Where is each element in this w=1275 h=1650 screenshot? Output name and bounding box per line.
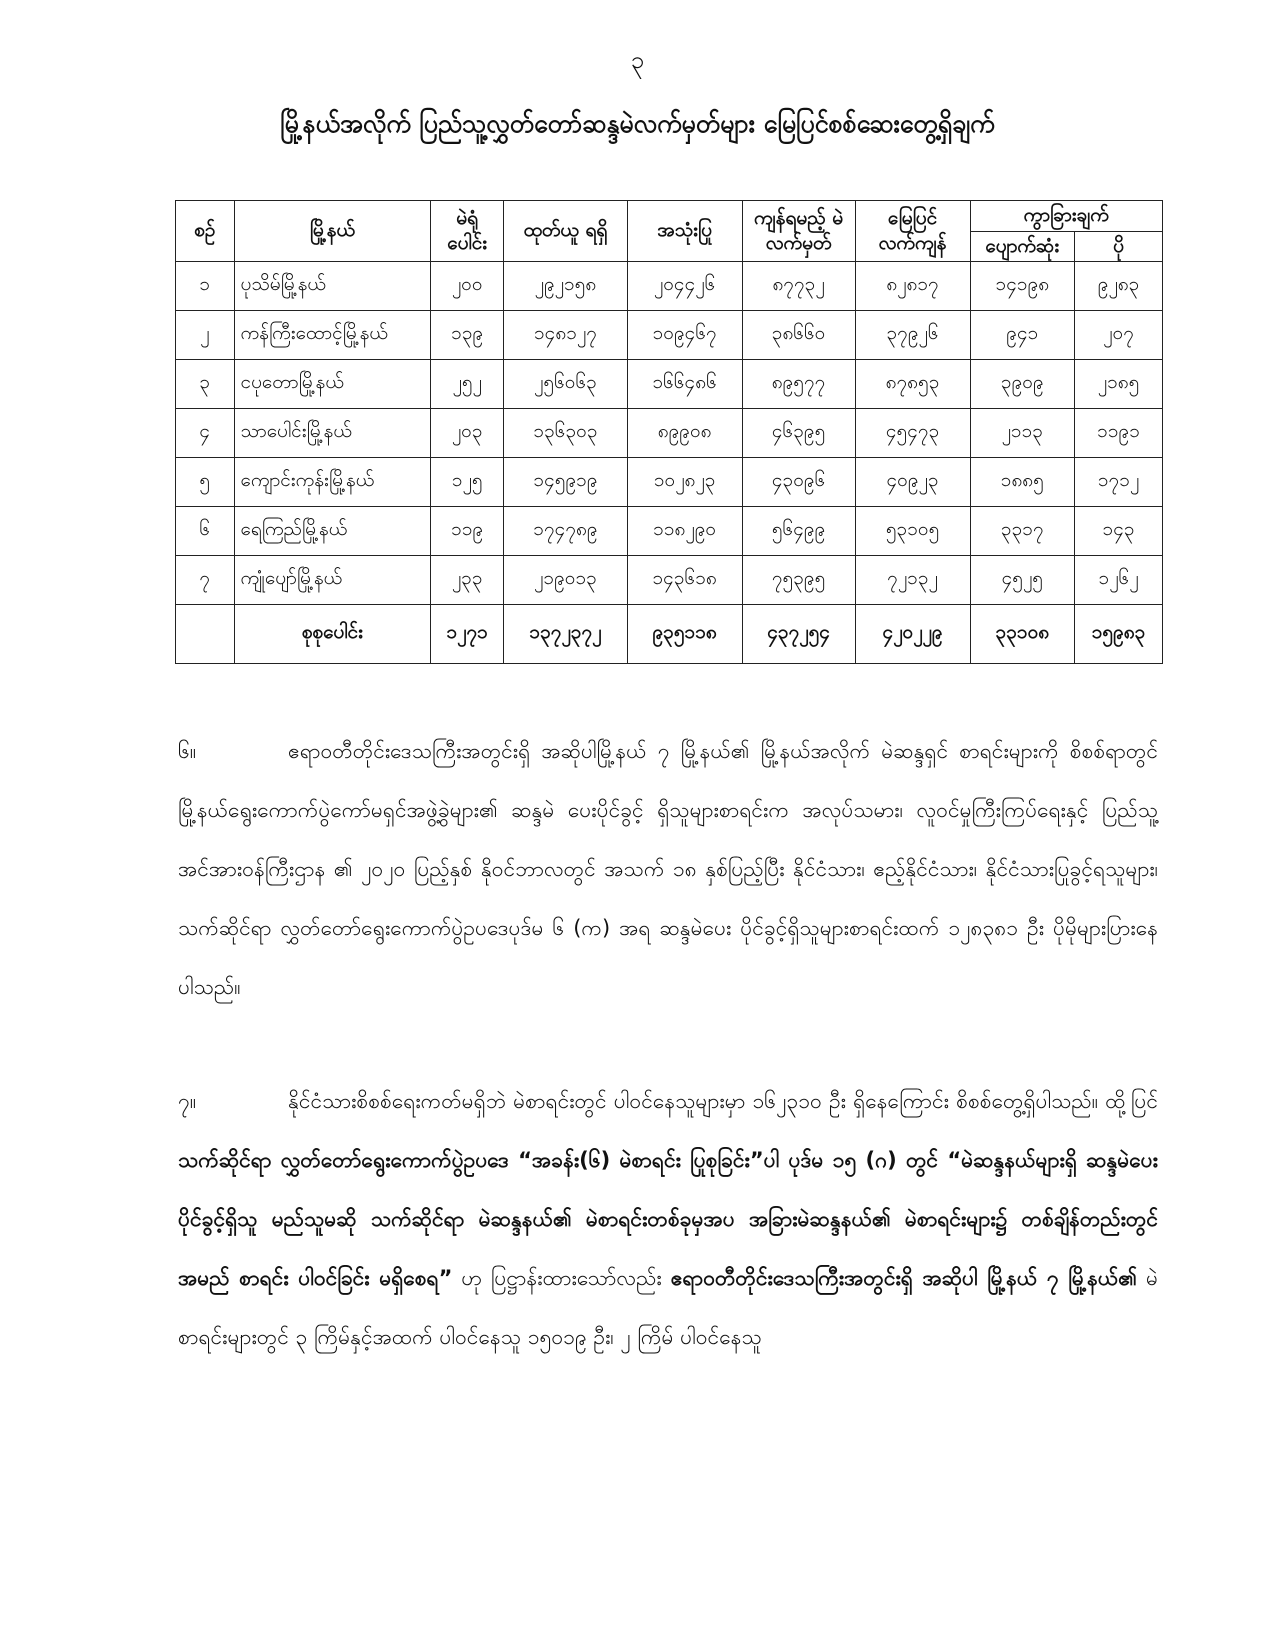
paragraph-text: ဟု ပြဋ္ဌာန်းထားသော်လည်း xyxy=(452,1266,671,1290)
total-missing: ၃၃၁၀၈ xyxy=(970,605,1075,664)
header-difference: ကွာခြားချက် xyxy=(970,201,1162,232)
table-row xyxy=(176,409,1163,458)
cell-received: ၁၄၅၉၁၉ xyxy=(504,458,627,507)
cell-excess: ၂၁၈၅ xyxy=(1075,360,1163,409)
cell-missing: ၄၅၂၅ xyxy=(970,556,1075,605)
cell-used: ၁၁၈၂၉၀ xyxy=(627,507,742,556)
cell-stations: ၂၃၃ xyxy=(431,556,504,605)
cell-no: ၄ xyxy=(176,409,235,458)
table-row xyxy=(176,360,1163,409)
cell-remaining: ၇၅၃၉၅ xyxy=(742,556,855,605)
cell-township: သာပေါင်းမြို့နယ် xyxy=(234,409,431,458)
cell-township: ပုသိမ်မြို့နယ် xyxy=(234,262,431,311)
paragraph-number: ၇။ xyxy=(178,1089,197,1113)
cell-stations: ၂၀၃ xyxy=(431,409,504,458)
cell-excess: ၁၄၃ xyxy=(1075,507,1163,556)
paragraph-bold-text: ဧရာဝတီတိုင်းဒေသကြီးအတွင်းရှိ အဆိုပါ မြို့နယ် ၇ မြို့နယ်၏ xyxy=(670,1266,1138,1290)
cell-no: ၂ xyxy=(176,311,235,360)
cell-excess: ၂၀၇ xyxy=(1075,311,1163,360)
cell-received: ၂၉၂၁၅၈ xyxy=(504,262,627,311)
cell-ground: ၅၃၁၀၅ xyxy=(855,507,970,556)
cell-missing: ၃၃၁၇ xyxy=(970,507,1075,556)
document-title: မြို့နယ်အလိုက် ပြည်သူ့လွှတ်တော်ဆန္ဒမဲလက်မှတ်များ မြေပြင်စစ်ဆေးတွေ့ရှိချက် xyxy=(280,109,995,138)
ballot-inspection-table xyxy=(175,200,1163,664)
cell-missing: ၂၁၁၃ xyxy=(970,409,1075,458)
cell-used: ၁၆၆၄၈၆ xyxy=(627,360,742,409)
paragraph-7 xyxy=(178,1072,1158,1367)
cell-excess: ၁၁၉၁ xyxy=(1075,409,1163,458)
cell-ground: ၄၅၄၇၃ xyxy=(855,409,970,458)
cell-no xyxy=(176,605,235,664)
cell-township: ရေကြည်မြို့နယ် xyxy=(234,507,431,556)
cell-received: ၁၇၄၇၈၉ xyxy=(504,507,627,556)
table-row xyxy=(176,507,1163,556)
cell-received: ၁၄၈၁၂၇ xyxy=(504,311,627,360)
cell-remaining: ၈၇၇၃၂ xyxy=(742,262,855,311)
header-excess: ပို xyxy=(1075,231,1163,262)
cell-excess: ၉၂၈၃ xyxy=(1075,262,1163,311)
cell-no: ၅ xyxy=(176,458,235,507)
cell-no: ၁ xyxy=(176,262,235,311)
table-row xyxy=(176,556,1163,605)
cell-ground: ၄၀၉၂၃ xyxy=(855,458,970,507)
header-ground: မြေပြင် လက်ကျန် xyxy=(855,201,970,262)
table-row xyxy=(176,262,1163,311)
header-used: အသုံးပြု xyxy=(627,201,742,262)
cell-received: ၂၅၆၀၆၃ xyxy=(504,360,627,409)
total-label: စုစုပေါင်း xyxy=(234,605,431,664)
cell-remaining: ၈၉၅၇၇ xyxy=(742,360,855,409)
cell-used: ၁၀၉၄၆၇ xyxy=(627,311,742,360)
cell-missing: ၃၉၀၉ xyxy=(970,360,1075,409)
cell-township: ကန်ကြီးထောင့်မြို့နယ် xyxy=(234,311,431,360)
cell-excess: ၁၂၆၂ xyxy=(1075,556,1163,605)
cell-missing: ၁၈၈၅ xyxy=(970,458,1075,507)
cell-ground: ၈၂၈၁၇ xyxy=(855,262,970,311)
header-stations: မဲရုံ ပေါင်း xyxy=(431,201,504,262)
header-missing: ပျောက်ဆုံး xyxy=(970,231,1075,262)
cell-used: ၁၄၃၆၁၈ xyxy=(627,556,742,605)
cell-remaining: ၄၆၃၉၅ xyxy=(742,409,855,458)
cell-missing: ၁၄၁၉၈ xyxy=(970,262,1075,311)
cell-remaining: ၄၃၀၉၆ xyxy=(742,458,855,507)
cell-ground: ၇၂၁၃၂ xyxy=(855,556,970,605)
total-received: ၁၃၇၂၃၇၂ xyxy=(504,605,627,664)
cell-ground: ၃၇၉၂၆ xyxy=(855,311,970,360)
cell-no: ၆ xyxy=(176,507,235,556)
cell-used: ၈၉၉၀၈ xyxy=(627,409,742,458)
cell-stations: ၁၁၉ xyxy=(431,507,504,556)
cell-stations: ၁၂၅ xyxy=(431,458,504,507)
total-stations: ၁၂၇၁ xyxy=(431,605,504,664)
paragraph-6 xyxy=(178,722,1158,1017)
cell-missing: ၉၄၁ xyxy=(970,311,1075,360)
header-township: မြို့နယ် xyxy=(234,201,431,262)
cell-used: ၂၀၄၄၂၆ xyxy=(627,262,742,311)
header-remaining: ကျန်ရမည့် မဲလက်မှတ် xyxy=(742,201,855,262)
cell-no: ၃ xyxy=(176,360,235,409)
total-used: ၉၃၅၁၁၈ xyxy=(627,605,742,664)
cell-received: ၂၁၉၀၁၃ xyxy=(504,556,627,605)
cell-township: ငပုတောမြို့နယ် xyxy=(234,360,431,409)
table-row xyxy=(176,458,1163,507)
total-ground: ၄၂၀၂၂၉ xyxy=(855,605,970,664)
cell-received: ၁၃၆၃၀၃ xyxy=(504,409,627,458)
cell-township: ကျုံပျော်မြို့နယ် xyxy=(234,556,431,605)
page-number: ၃ xyxy=(630,46,645,74)
total-excess: ၁၅၉၈၃ xyxy=(1075,605,1163,664)
cell-stations: ၂၀၀ xyxy=(431,262,504,311)
paragraph-text: ဧရာဝတီတိုင်းဒေသကြီးအတွင်းရှိ အဆိုပါမြို့နယ် ၇ မြို့နယ်၏ မြို့နယ်အလိုက် မဲဆန္ဒရှင် စာရင်းများကို စိစစ်ရာတွင် မြို့နယ်ရွေးကောက်ပွဲကော်မရှင်အဖွဲ့ခွဲများ၏ ဆန္ဒမဲ ပေးပိုင်ခွင့် ရှိသူများစာရင်းက အလုပ်သမား၊ လူဝင်မှုကြီးကြပ်ရေးနှင့် ပြည်သူ့အင်အားဝန်ကြီးဌာန ၏ ၂၀၂၀ ပြည့်နှစ် နိုဝင်ဘာလတွင် အသက် ၁၈ နှစ်ပြည့်ပြီး နိုင်ငံသား၊ ဧည့်နိုင်ငံသား၊ နိုင်ငံသားပြုခွင့်ရသူများ၊ သက်ဆိုင်ရာ လွှတ်တော်ရွေးကောက်ပွဲဥပဒေပုဒ်မ ၆ (က) အရ ဆန္ဒမဲပေး ပိုင်ခွင့်ရှိသူများစာရင်းထက် ၁၂၈၃၈၁ ဦး ပိုမိုများပြားနေပါသည်။ xyxy=(178,739,1158,999)
paragraph-text: မဲစာရင်းများတွင် ၃ ကြိမ်နှင့်အထက် ပါဝင်နေသူ ၁၅၀၁၉ ဦး၊ ၂ ကြိမ် ပါဝင်နေသူ xyxy=(178,1266,1158,1349)
cell-ground: ၈၇၈၅၃ xyxy=(855,360,970,409)
paragraph-number: ၆။ xyxy=(178,739,197,763)
paragraph-text: နိုင်ငံသားစိစစ်ရေးကတ်မရှိဘဲ မဲစာရင်းတွင် ပါဝင်နေသူများမှာ ၁၆၂၃၁၀ ဦး ရှိနေကြောင်း စိစစ်တွေ့ရှိပါသည်။ ထို့ပြင် xyxy=(288,1089,1158,1113)
cell-excess: ၁၇၁၂ xyxy=(1075,458,1163,507)
cell-stations: ၁၃၉ xyxy=(431,311,504,360)
header-received: ထုတ်ယူ ရရှိ xyxy=(504,201,627,262)
header-no: စဉ် xyxy=(176,201,235,262)
table-total-row xyxy=(176,605,1163,664)
paragraph-bold-text: သက်ဆိုင်ရာ လွှတ်တော်ရွေးကောက်ပွဲဥပဒေ “အခန်း(၆) မဲစာရင်း ပြုစုခြင်း”ပါ ပုဒ်မ ၁၅ (ဂ) တွင် “မဲဆန္ဒနယ်များရှိ ဆန္ဒမဲပေးပိုင်ခွင့်ရှိသူ မည်သူမဆို သက်ဆိုင်ရာ မဲဆန္ဒနယ်၏ မဲစာရင်းတစ်ခုမှအပ အခြားမဲဆန္ဒနယ်၏ မဲစာရင်းများ၌ တစ်ချိန်တည်းတွင် အမည် စာရင်း ပါဝင်ခြင်း မရှိစေရ” xyxy=(178,1148,1158,1290)
cell-stations: ၂၅၂ xyxy=(431,360,504,409)
cell-no: ၇ xyxy=(176,556,235,605)
table-row xyxy=(176,311,1163,360)
cell-remaining: ၃၈၆၆၀ xyxy=(742,311,855,360)
cell-used: ၁၀၂၈၂၃ xyxy=(627,458,742,507)
cell-township: ကျောင်းကုန်းမြို့နယ် xyxy=(234,458,431,507)
cell-remaining: ၅၆၄၉၉ xyxy=(742,507,855,556)
total-remaining: ၄၃၇၂၅၄ xyxy=(742,605,855,664)
